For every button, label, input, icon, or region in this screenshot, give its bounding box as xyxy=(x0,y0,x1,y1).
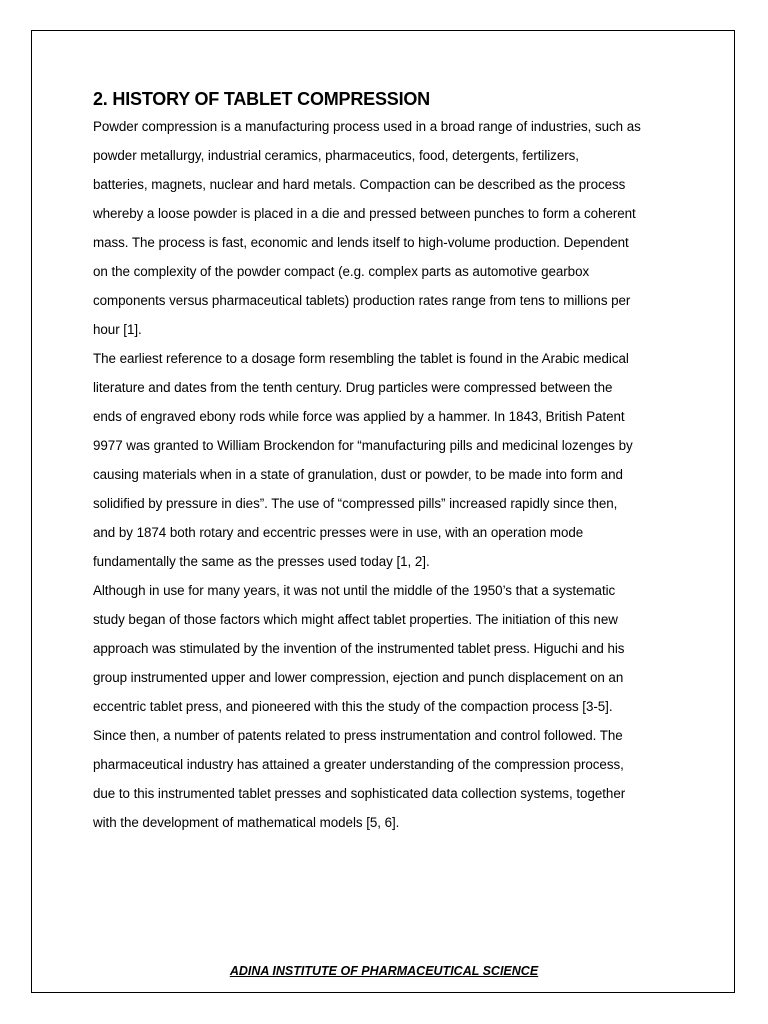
text-line: mass. The process is fast, economic and lends itself to high-volume production. Dependent xyxy=(93,235,629,250)
page-footer: ADINA INSTITUTE OF PHARMACEUTICAL SCIENCE xyxy=(229,964,539,978)
paragraph-2 xyxy=(93,344,683,576)
text-line: pharmaceutical industry has attained a greater understanding of the compression process, xyxy=(93,757,624,772)
text-line: batteries, magnets, nuclear and hard metals. Compaction can be described as the process xyxy=(93,177,626,192)
text-line: fundamentally the same as the presses used today [1, 2]. xyxy=(93,554,430,569)
text-line: hour [1]. xyxy=(93,322,142,337)
text-line: and by 1874 both rotary and eccentric presses were in use, with an operation mode xyxy=(93,525,584,540)
section-heading: 2. HISTORY OF TABLET COMPRESSION xyxy=(93,89,430,109)
text-line: causing materials when in a state of granulation, dust or powder, to be made into form and xyxy=(93,467,623,482)
paragraph-3 xyxy=(93,576,683,837)
text-line: due to this instrumented tablet presses and sophisticated data collection systems, together xyxy=(93,786,626,801)
text-line: Powder compression is a manufacturing process used in a broad range of industries, such as xyxy=(93,119,641,134)
text-line: eccentric tablet press, and pioneered with this the study of the compaction process [3-5]. xyxy=(93,699,613,714)
text-line: The earliest reference to a dosage form resembling the tablet is found in the Arabic medical xyxy=(93,351,629,366)
text-line: study began of those factors which might affect tablet properties. The initiation of this new xyxy=(93,612,618,627)
text-line: 9977 was granted to William Brockendon for “manufacturing pills and medicinal lozenges by xyxy=(93,438,633,453)
text-line: with the development of mathematical models [5, 6]. xyxy=(93,815,400,830)
text-line: literature and dates from the tenth century. Drug particles were compressed between the xyxy=(93,380,613,395)
text-line: whereby a loose powder is placed in a die and pressed between punches to form a coherent xyxy=(93,206,636,221)
text-line: components versus pharmaceutical tablets) production rates range from tens to millions per xyxy=(93,293,631,308)
text-line: on the complexity of the powder compact (e.g. complex parts as automotive gearbox xyxy=(93,264,590,279)
document-body xyxy=(93,86,683,837)
text-line: solidified by pressure in dies”. The use of “compressed pills” increased rapidly since then, xyxy=(93,496,618,511)
text-line: powder metallurgy, industrial ceramics, pharmaceutics, food, detergents, fertilizers, xyxy=(93,148,579,163)
text-line: Although in use for many years, it was not until the middle of the 1950’s that a systematic xyxy=(93,583,616,598)
paragraph-1 xyxy=(93,112,683,344)
text-line: group instrumented upper and lower compression, ejection and punch displacement on an xyxy=(93,670,624,685)
text-line: Since then, a number of patents related to press instrumentation and control followed. The xyxy=(93,728,623,743)
text-line: approach was stimulated by the invention of the instrumented tablet press. Higuchi and his xyxy=(93,641,625,656)
text-line: ends of engraved ebony rods while force was applied by a hammer. In 1843, British Patent xyxy=(93,409,625,424)
